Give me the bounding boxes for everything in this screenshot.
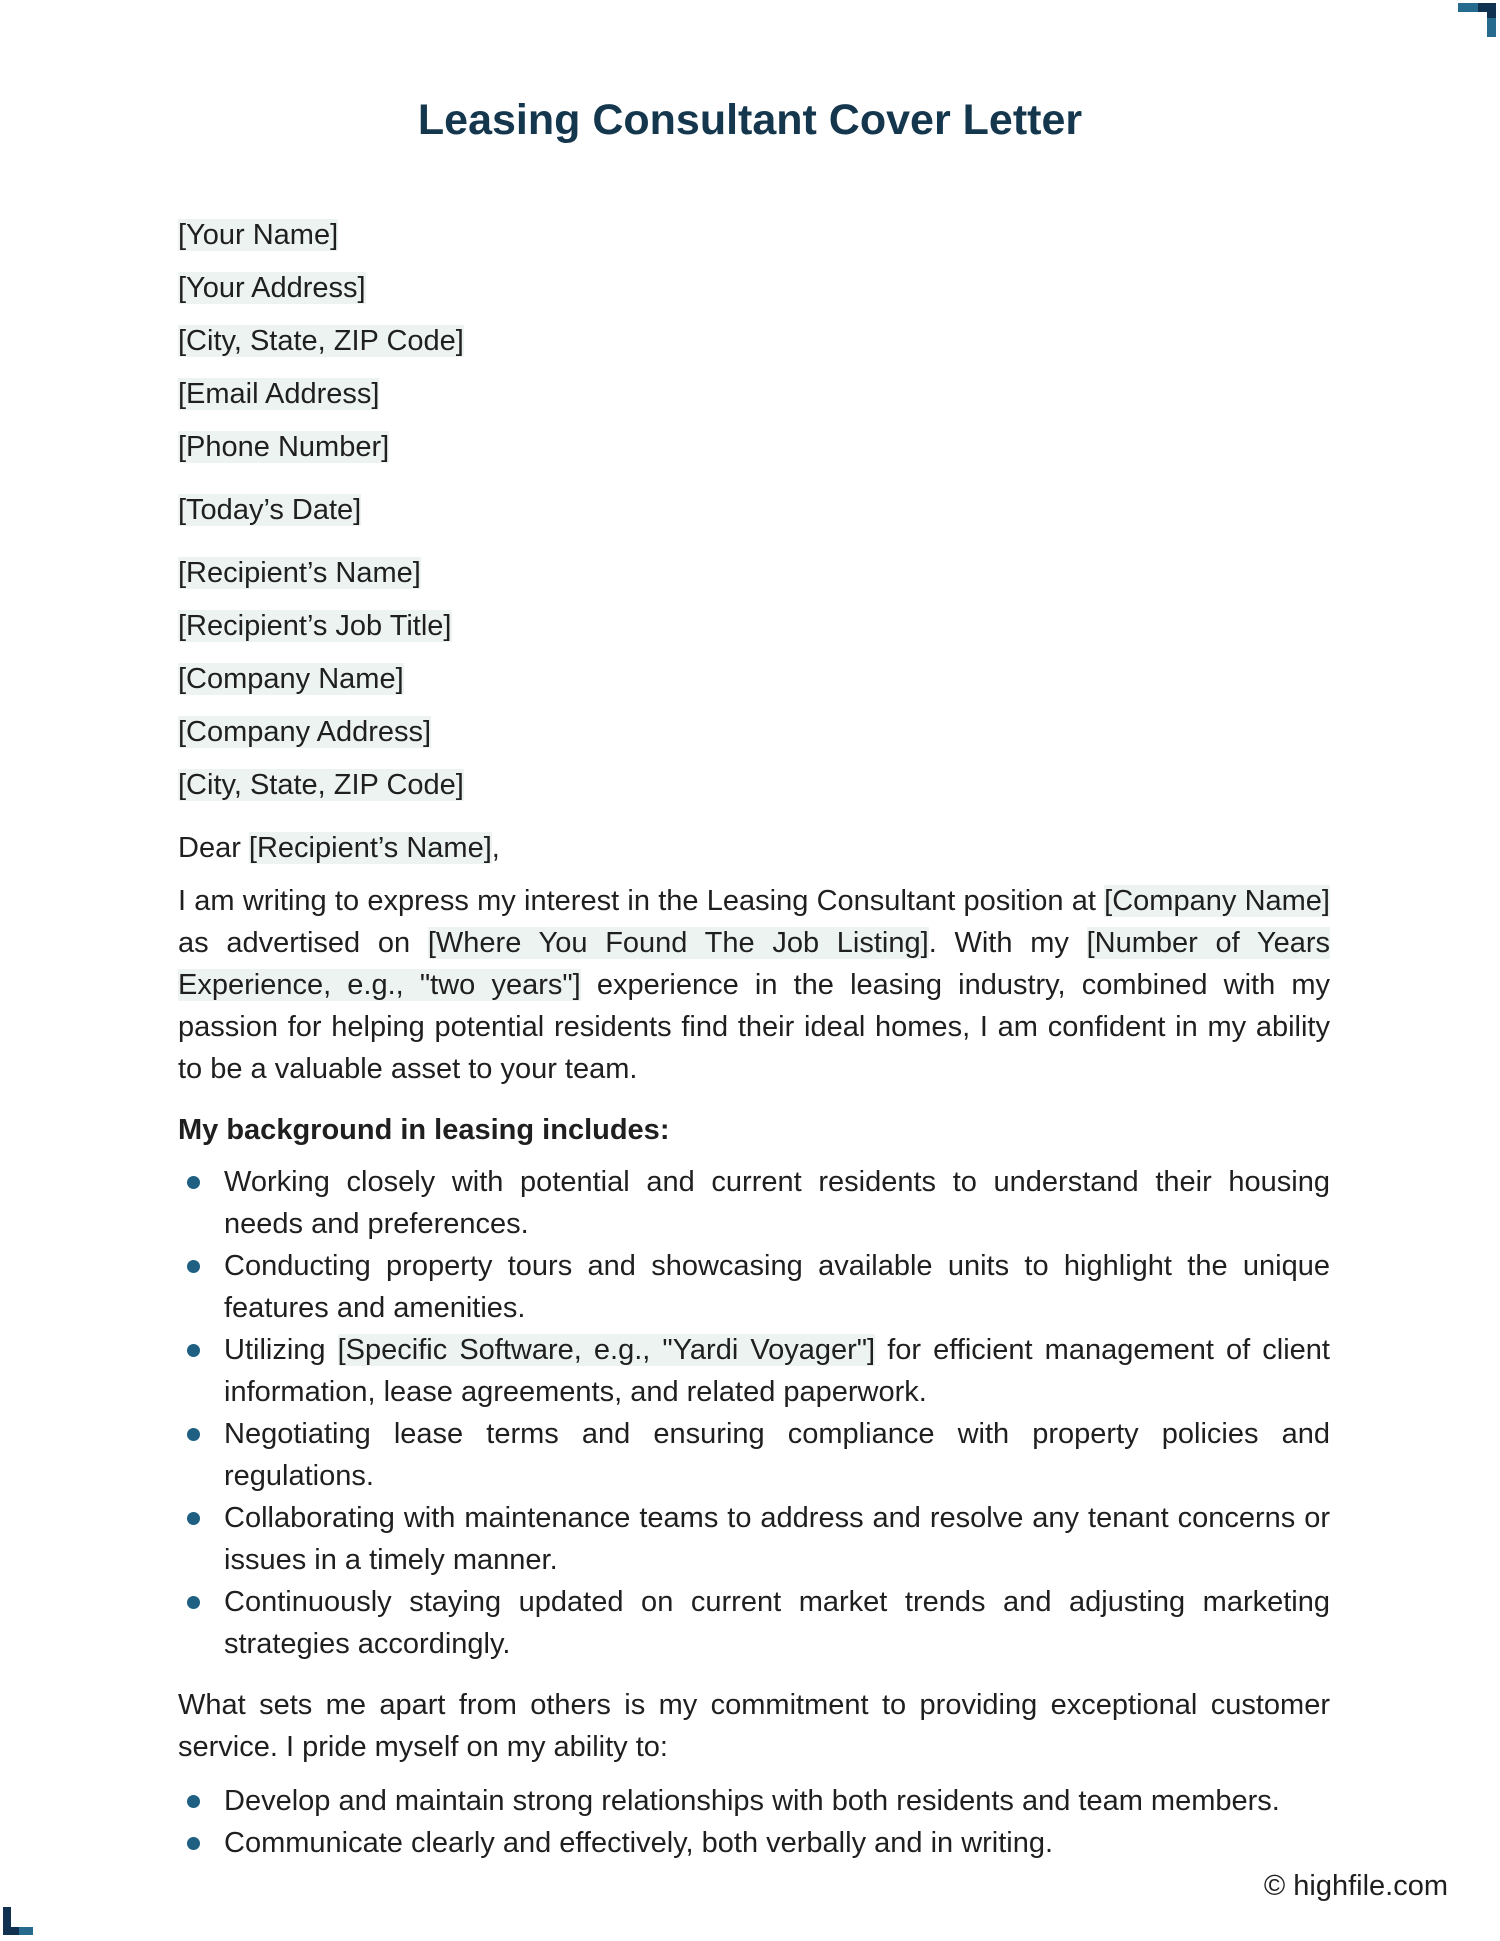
placeholder-highlight: [Specific Software, e.g., "Yardi Voyager"] bbox=[337, 1334, 876, 1366]
placeholder-highlight: [Your Address] bbox=[178, 272, 366, 304]
list-item bbox=[224, 1780, 1330, 1822]
list-item bbox=[224, 1822, 1330, 1864]
text-segment: I am writing to express my interest in the Leasing Consultant position at bbox=[178, 885, 1105, 917]
placeholder-highlight: [Your Name] bbox=[178, 219, 339, 251]
placeholder-recipient-job-title bbox=[178, 605, 1330, 647]
placeholder-email-address bbox=[178, 373, 1330, 415]
strengths-bullet-list bbox=[178, 1780, 1330, 1864]
placeholder-highlight: [Where You Found The Job Listing] bbox=[427, 927, 929, 959]
salutation-suffix: , bbox=[491, 832, 500, 864]
text-segment: Working closely with potential and current residents to understand their housing needs and preferences. bbox=[224, 1166, 1330, 1240]
text-segment: experience in the leasing industry, combined with my passion for helping potential residents find their ideal homes, I am confident in my ability to be a valuable asset to your team. bbox=[178, 969, 1330, 1085]
placeholder-recipient-name bbox=[178, 552, 1330, 594]
text-segment: Develop and maintain strong relationships with both residents and team members. bbox=[224, 1785, 1280, 1817]
corner-bracket-bottom-left-icon bbox=[3, 1907, 33, 1935]
text-segment: . With my bbox=[928, 927, 1087, 959]
text-segment: for efficient management of client information, lease agreements, and related paperwork. bbox=[224, 1334, 1330, 1408]
text-segment: Utilizing bbox=[224, 1334, 338, 1366]
placeholder-highlight: [Number of Years Experience, e.g., "two years"] bbox=[178, 927, 1330, 1001]
placeholder-company-name bbox=[178, 658, 1330, 700]
letter-body bbox=[178, 214, 1330, 1864]
text-segment: Communicate clearly and effectively, both verbally and in writing. bbox=[224, 1827, 1054, 1859]
list-item bbox=[224, 1581, 1330, 1665]
intro-paragraph bbox=[178, 880, 1330, 1090]
salutation-line bbox=[178, 827, 1330, 869]
placeholder-phone-number bbox=[178, 426, 1330, 468]
placeholder-city-state-zip bbox=[178, 320, 1330, 362]
text-segment: Negotiating lease terms and ensuring compliance with property policies and regulations. bbox=[224, 1418, 1330, 1492]
list-item bbox=[224, 1497, 1330, 1581]
footer-credit: © highfile.com bbox=[1263, 1870, 1448, 1902]
placeholder-highlight: [Company Address] bbox=[178, 716, 432, 748]
background-heading: My background in leasing includes: bbox=[178, 1114, 670, 1146]
placeholder-company-address bbox=[178, 711, 1330, 753]
text-segment: Continuously staying updated on current market trends and adjusting marketing strategies accordingly. bbox=[224, 1586, 1330, 1660]
corner-bracket-top-right-icon bbox=[1458, 3, 1496, 37]
placeholder-highlight: [Phone Number] bbox=[178, 431, 390, 463]
placeholder-highlight: [Recipient’s Job Title] bbox=[178, 610, 452, 642]
text-segment: as advertised on bbox=[178, 927, 428, 959]
placeholder-highlight: [City, State, ZIP Code] bbox=[178, 769, 464, 801]
background-bullet-list bbox=[178, 1161, 1330, 1665]
text-segment: Collaborating with maintenance teams to address and resolve any tenant concerns or issues in a timely manner. bbox=[224, 1502, 1330, 1576]
list-item bbox=[224, 1245, 1330, 1329]
list-item bbox=[224, 1413, 1330, 1497]
closing-paragraph: What sets me apart from others is my commitment to providing exceptional customer service. I pride myself on my ability to: bbox=[178, 1689, 1330, 1763]
salutation-prefix: Dear bbox=[178, 832, 249, 864]
placeholder-highlight: [City, State, ZIP Code] bbox=[178, 325, 464, 357]
placeholder-your-address bbox=[178, 267, 1330, 309]
placeholder-todays-date bbox=[178, 489, 1330, 531]
list-item bbox=[224, 1329, 1330, 1413]
text-segment: Conducting property tours and showcasing available units to highlight the unique features and amenities. bbox=[224, 1250, 1330, 1324]
placeholder-highlight: [Email Address] bbox=[178, 378, 380, 410]
list-item bbox=[224, 1161, 1330, 1245]
placeholder-highlight: [Recipient’s Name] bbox=[178, 557, 421, 589]
placeholder-company-city-state-zip bbox=[178, 764, 1330, 806]
placeholder-highlight: [Company Name] bbox=[1104, 885, 1330, 917]
placeholder-highlight: [Today’s Date] bbox=[178, 494, 362, 526]
placeholder-highlight: [Company Name] bbox=[178, 663, 404, 695]
placeholder-your-name bbox=[178, 214, 1330, 256]
page-title: Leasing Consultant Cover Letter bbox=[417, 96, 1083, 144]
placeholder-highlight: [Recipient’s Name] bbox=[248, 832, 492, 864]
